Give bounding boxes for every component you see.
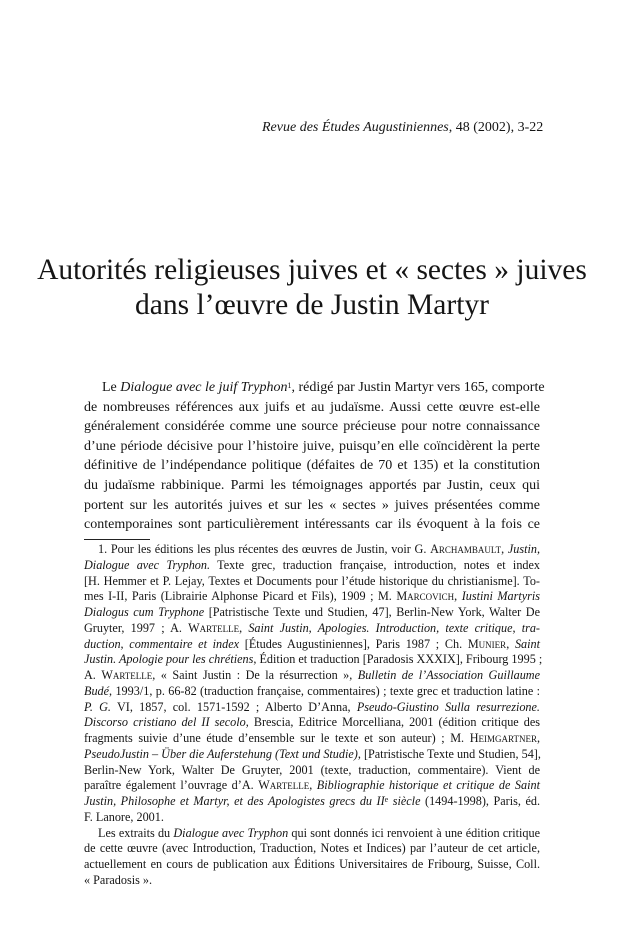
footnote-line: Berlin-New York, Walter De Gruyter, 2001 (texte, traduction, commentaire). Vient de	[84, 762, 540, 777]
footnote-line: duction, commentaire et index [Études Augustiniennes], Paris 1987 ; Ch. Munier, Saint	[84, 636, 540, 651]
footnote-line: mes I-II, Paris (Librairie Alphonse Picard et Fils), 1909 ; M. Marcovich, Iustini Martyris	[84, 589, 540, 604]
journal-name: Revue des Études Augustiniennes	[262, 120, 449, 135]
footnote-line: Budé, 1993/1, p. 66-82 (traduction française, commentaires) ; texte grec et traduction latine :	[84, 683, 540, 698]
footnote-line: F. Lanore, 2001.	[84, 809, 164, 824]
footnote-line: fragments suivie d’une étude d’ensemble sur le texte et son auteur) ; M. Heimgartner,	[84, 731, 540, 745]
footnote-line: A. Wartelle, « Saint Justin : De la résurrection », Bulletin de l’Association Guillaume	[84, 668, 540, 682]
footnote-line: Dialogus cum Tryphone [Patristische Texte und Studien, 47], Berlin-New York, Walter De	[84, 605, 540, 619]
footnote-line: Justin, Philosophe et Martyr, et des Apologistes grecs du IIe siècle (1494-1998), Paris, éd.	[84, 794, 540, 808]
footnote-line: paraître également l’ouvrage d’A. Wartelle, Bibliographie historique et critique de Saint	[84, 778, 540, 793]
running-header	[262, 120, 543, 136]
footnote-separator	[84, 539, 150, 540]
article-title-line-2: dans l’œuvre de Justin Martyr	[135, 289, 489, 321]
body-line: généralement considérée comme une source précieuse pour notre connaissance	[84, 419, 540, 435]
body-line: portent sur les autorités juives et sur les « sectes » juives présentées comme	[84, 497, 540, 513]
footnote-1	[84, 542, 543, 889]
body-line: contemporaines sont particulièrement intéressants car ils évoquent à la fois ce	[84, 517, 540, 533]
footnote-line: « Paradosis ».	[84, 872, 153, 887]
footnote-line: 1. Pour les éditions les plus récentes des œuvres de Justin, voir G. Archambault, Justin,	[98, 542, 540, 556]
footnote-line: Les extraits du Dialogue avec Tryphon qui sont donnés ici renvoient à une édition critique	[98, 825, 541, 840]
footnote-line: actuellement en cours de publication aux Éditions Universitaires de Fribourg, Suisse, Coll.	[84, 857, 540, 871]
body-line: du judaïsme rabbinique. Parmi les témoignages apportés par Justin, ceux qui	[84, 477, 540, 493]
footnote-line: Gruyter, 1997 ; A. Wartelle, Saint Justin, Apologies. Introduction, texte critique, tra-	[84, 620, 540, 635]
body-line: d’une période décisive pour l’histoire juive, puisqu’en elle coïncidèrent la perte	[84, 438, 540, 454]
footnote-line: [H. Hemmer et P. Lejay, Textes et Documents pour l’étude historique du christianisme]. To-	[84, 573, 540, 588]
footnote-line: Discorso cristiano del II secolo, Brescia, Editrice Morcelliana, 2001 (édition critique des	[84, 715, 540, 730]
article-title-line-1: Autorités religieuses juives et « sectes » juives	[37, 254, 587, 286]
body-paragraph	[84, 378, 545, 535]
footnote-ref[interactable]: 1	[287, 381, 292, 390]
body-line: définitive de l’indépendance politique (défaites de 70 et 135) et la constitution	[84, 458, 540, 474]
footnote-line: de cette œuvre (avec Introduction, Traduction, Notes et Indices) par l’auteur de cet article,	[84, 841, 540, 856]
footnote-line: Justin. Apologie pour les chrétiens, Édition et traduction [Paradosis XXXIX], Fribourg 1995 ;	[84, 652, 543, 667]
body-line: de nombreuses références aux juifs et au judaïsme. Aussi cette œuvre est-elle	[84, 399, 540, 415]
journal-issue: , 48 (2002), 3-22	[448, 120, 544, 135]
footnote-line: Dialogue avec Tryphon. Texte grec, traduction française, introduction, notes et index	[84, 557, 541, 572]
body-line: Le Dialogue avec le juif Tryphon$^1$, rédigé par Justin Martyr vers 165, comporte	[102, 380, 545, 395]
footnote-line: P. G. VI, 1857, col. 1571-1592 ; Alberto D’Anna, Pseudo-Giustino Sulla resurrezione.	[84, 699, 540, 714]
footnote-line: PseudoJustin – Über die Auferstehung (Text und Studie), [Patristische Texte und Studien, 54],	[84, 746, 541, 761]
